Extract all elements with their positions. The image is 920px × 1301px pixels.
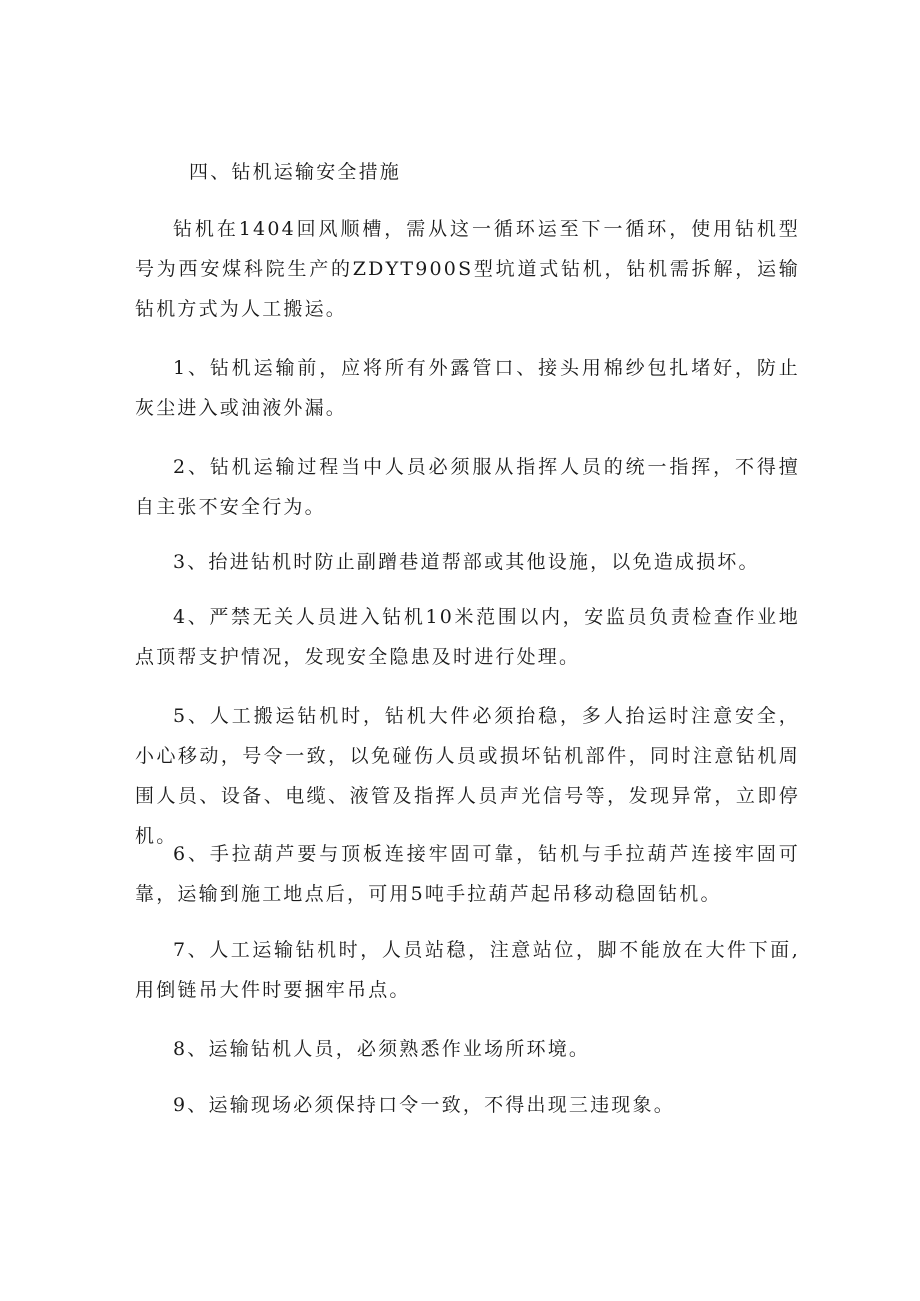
list-item: 1、钻机运输前，应将所有外露管口、接头用棉纱包扎堵好，防止灰尘进入或油液外漏。	[135, 357, 800, 419]
list-item: 6、手拉葫芦要与顶板连接牢固可靠，钻机与手拉葫芦连接牢固可靠，运输到施工地点后，可用5吨手拉葫芦起吊移动稳固钻机。	[135, 843, 800, 905]
list-item: 3、抬进钻机时防止副蹭巷道帮部或其他设施，以免造成损坏。	[173, 551, 760, 573]
section-heading: 四、钻机运输安全措施	[189, 161, 402, 183]
intro-paragraph: 钻机在1404回风顺槽，需从这一循环运至下一循环，使用钻机型号为西安煤科院生产的ZDYT900S型坑道式钻机，钻机需拆解，运输钻机方式为人工搬运。	[135, 218, 800, 320]
list-item: 5、人工搬运钻机时，钻机大件必须抬稳，多人抬运时注意安全，小心移动，号令一致，以免碰伤人员或损坏钻机部件，同时注意钻机周围人员、设备、电缆、液管及指挥人员声光信号等，发现异常，立即停机。	[135, 705, 800, 847]
list-item: 7、人工运输钻机时，人员站稳，注意站位，脚不能放在大件下面,用倒链吊大件时要捆牢吊点。	[135, 939, 800, 1001]
list-item: 9、运输现场必须保持口令一致，不得出现三违现象。	[173, 1094, 675, 1116]
list-item: 2、钻机运输过程当中人员必须服从指挥人员的统一指挥，不得擅自主张不安全行为。	[135, 456, 800, 518]
list-item: 4、严禁无关人员进入钻机10米范围以内，安监员负责检查作业地点顶帮支护情况，发现安全隐患及时进行处理。	[135, 606, 800, 668]
list-item: 8、运输钻机人员，必须熟悉作业场所环境。	[173, 1038, 591, 1060]
